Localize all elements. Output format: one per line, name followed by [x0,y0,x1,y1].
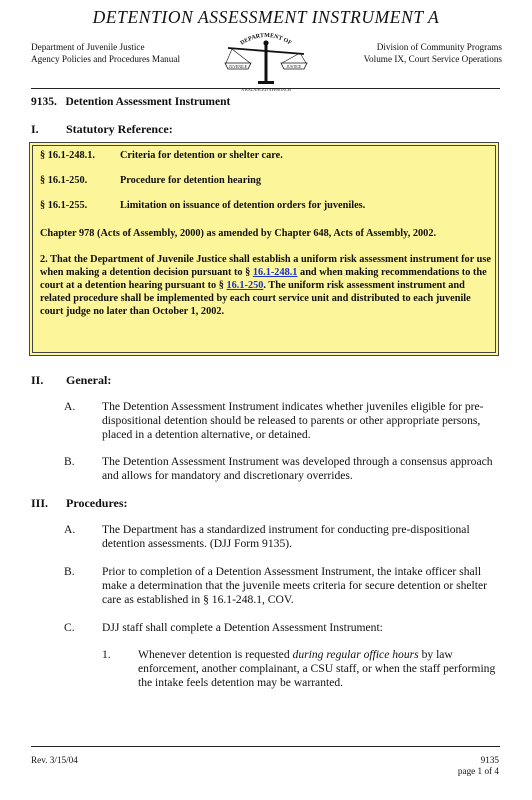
header-manual: Agency Policies and Procedures Manual [31,54,181,64]
sub-item-text: Whenever detention is requested [138,648,293,661]
footer-right [458,755,499,777]
item-text: Prior to completion of a Detention Assessment Instrument, the intake officer shall make a determination that the juvenile meets criteria for secure detention or shelter care as established in § 16.1-248.1, COV. [102,565,488,607]
statute-link-16-1-250[interactable]: 16.1-250 [226,280,264,292]
chapter-note: Chapter 978 (Acts of Assembly, 2000) as amended by Chapter 648, Acts of Assembly, 2002. [40,228,437,239]
footer-rule [31,746,500,747]
statute-code: § 16.1-250. [40,175,88,186]
statute-row [40,175,261,186]
statute-text: Procedure for detention hearing [120,175,261,186]
statute-text: Limitation on issuance of detention orders for juveniles. [120,200,366,211]
footer-page-number: page 1 of 4 [457,766,499,776]
header-division: Division of Community Programs [376,42,502,52]
sub-list-item [102,648,502,692]
section-i-heading [31,122,331,138]
statute-link-16-1-248-1[interactable]: 16.1-248.1 [252,267,298,279]
para-text: and when making recommendations to the court at a detention hearing pursuant to § [40,267,487,292]
item-label: A. [64,523,76,536]
seal-top-text: DEPARTMENT OF [239,32,293,47]
list-item [64,523,504,553]
page-title: DETENTION ASSESSMENT INSTRUMENT A [92,7,440,27]
seal-motto: A BALANCED APPROACH [241,87,291,92]
section-i-number: I. [31,122,39,136]
section-iii-number: III. [31,496,49,510]
item-label: 1. [102,648,111,661]
section-ii-heading [31,373,331,389]
para-text: . The uniform risk assessment instrument and related procedure shall be implemented by each court service unit and distributed to each juvenile court judge no later than October 1, 2002. [40,280,471,318]
uniform-risk-paragraph [40,253,492,318]
item-label: C. [64,621,75,634]
statute-code: § 16.1-248.1. [40,150,95,161]
item-text: DJJ staff shall complete a Detention Assessment Instrument: [102,621,383,634]
statute-row [40,200,366,211]
header-right [364,41,502,65]
section-iii-title: Procedures: [66,496,128,510]
list-item [64,400,504,444]
section-iii-heading [31,496,331,512]
item-label: B. [64,455,75,468]
item-text: The Department has a standardized instrument for conducting pre-dispositional detention assessments. (DJJ Form 9135). [102,523,470,551]
header-department: Department of Juvenile Justice [31,42,145,52]
sub-item-emphasis: during regular office hours [292,648,419,661]
header-left [31,41,180,65]
sub-item-text: by law enforcement, another complainant, a CSU staff, or when the staff performing the intake feels detention may be warranted. [138,648,496,690]
section-ii-number: II. [31,373,44,387]
item-label: A. [64,400,76,413]
djj-seal-logo [222,29,310,93]
statute-code: § 16.1-255. [40,200,88,211]
footer-revision: Rev. 3/15/04 [31,755,78,765]
section-i-title: Statutory Reference: [66,122,173,136]
item-text [138,648,496,690]
section-ii-title: General: [66,373,112,387]
section-title: 9135. Detention Assessment Instrument [31,96,231,108]
statutory-reference-box [29,142,499,356]
para-text: 2. That the Department of Juvenile Justice shall establish a uniform risk assessment instrument for use when making a detention decision pursuant to § [40,254,491,279]
statute-row [40,150,283,161]
header-rule [31,88,500,89]
item-label: B. [64,565,75,578]
list-item [64,565,504,609]
seal-right-text: JUSTICE [286,64,302,69]
list-item [64,621,504,637]
statute-text: Criteria for detention or shelter care. [120,150,283,161]
header-volume: Volume IX, Court Service Operations [363,54,502,64]
footer-doc-number: 9135 [480,755,499,765]
item-text: The Detention Assessment Instrument was developed through a consensus approach and allows for mandatory and discretionary overrides. [102,455,493,483]
list-item [64,455,504,485]
item-text: The Detention Assessment Instrument indicates whether juveniles eligible for pre-dispositional detention should be released to parents or other appropriate persons, placed in a detention alternative, or detained. [102,400,484,442]
seal-left-text: JUVENILE [229,64,247,69]
